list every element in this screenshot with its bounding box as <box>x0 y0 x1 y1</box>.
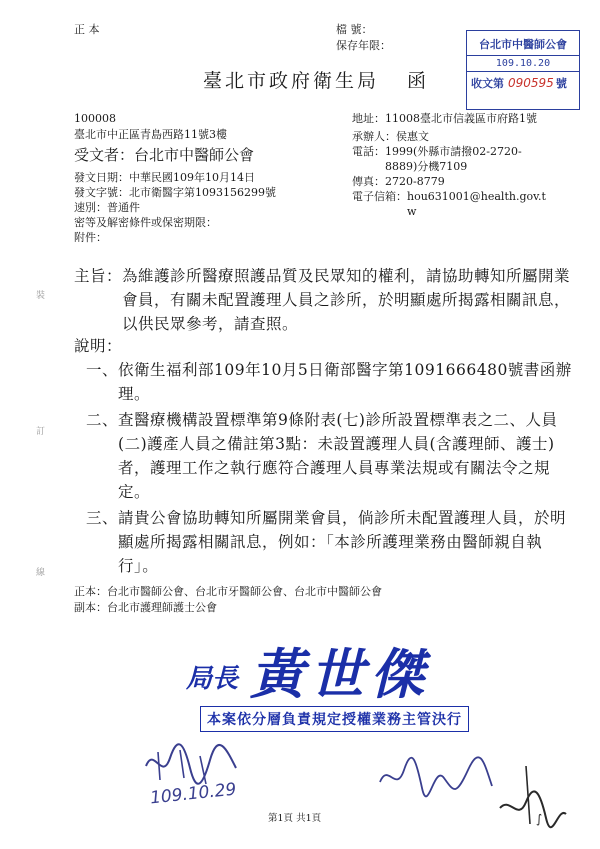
signature-title: 局長 <box>186 664 239 694</box>
binding-mark-3: 線 <box>36 568 46 578</box>
explanation-item-number: 三、 <box>86 509 119 527</box>
handler-name: 侯惠文 <box>396 130 429 143</box>
sender-zip: 100008 <box>74 112 116 125</box>
copy-type: 正 本 <box>74 23 100 36</box>
retention-label: 保存年限： <box>336 39 391 52</box>
distribution-copy <box>74 600 217 615</box>
handwritten-signature-right <box>376 752 586 834</box>
doc-no: 北市衛醫字第1093156299號 <box>129 186 276 199</box>
distribution-original <box>74 584 382 599</box>
contact-phone: 1999(外縣市請撥02-2720-8889)分機7109 <box>385 145 522 173</box>
copy-label: 副本： <box>74 601 107 614</box>
handwritten-initials: ∫ <box>536 812 543 826</box>
attachment-label: 附件： <box>74 231 107 244</box>
recipient-label: 受文者： <box>74 146 135 164</box>
speed-value: 普通件 <box>107 201 140 214</box>
explanation-list <box>86 358 574 578</box>
explanation-item <box>86 506 574 578</box>
explanation-item-text: 請貴公會協助轉知所屬開業會員，倘診所未配置護理人員，於明顯處所揭露相關訊息，例如：「本診所護理業務由醫師親自執行」。 <box>118 509 567 575</box>
explanation-item <box>86 358 574 406</box>
file-no-label: 檔 號： <box>336 23 373 36</box>
original-label: 正本： <box>74 585 107 598</box>
date-label: 發文日期： <box>74 171 129 184</box>
subject-label: 主旨： <box>74 267 123 285</box>
signature-name: 黃世傑 <box>250 643 430 706</box>
delegation-stamp: 本案依分層負責規定授權業務主管決行 <box>200 706 469 732</box>
handwritten-scribble-right-icon <box>376 752 586 834</box>
title-org: 臺北市政府衛生局 <box>203 70 380 92</box>
explanation-item-number: 一、 <box>86 361 119 379</box>
original-recipients: 台北市醫師公會、台北市牙醫師公會、台北市中醫師公會 <box>107 585 382 598</box>
explanation-item-text: 查醫療機構設置標準第9條附表(七)診所設置標準表之二、人員(二)護產人員之備註第3點：未設置護理人員(含護理師、護士)者，護理工作之執行應符合護理人員專業法規或有關法令之規定。 <box>118 411 558 501</box>
binding-mark-2: 訂 <box>36 427 46 437</box>
recipient-name: 台北市中醫師公會 <box>134 146 255 164</box>
meta-block <box>74 170 344 245</box>
issue-date: 中華民國109年10月14日 <box>129 171 255 184</box>
receipt-stamp-suffix: 號 <box>555 77 567 90</box>
handwritten-date: 109.10.29 <box>149 779 238 809</box>
speed-label: 速別： <box>74 201 107 214</box>
page-number: 第1頁 共1頁 <box>268 813 322 824</box>
sender-address: 臺北市中正區青島西路11號3樓 <box>74 128 227 141</box>
receipt-stamp-org: 台北市中醫師公會 <box>479 38 567 51</box>
contact-block <box>352 111 552 219</box>
binding-mark-1: 裝 <box>36 291 46 301</box>
contact-fax: 2720-8779 <box>385 175 445 188</box>
receipt-stamp-number: 090595 <box>508 76 554 90</box>
fax-label: 傳真： <box>352 175 385 188</box>
explanation-item <box>86 408 574 504</box>
subject-paragraph <box>74 264 574 336</box>
document-title <box>203 66 429 93</box>
receipt-stamp <box>466 30 580 110</box>
copy-recipients: 台北市護理師護士公會 <box>107 601 217 614</box>
receipt-stamp-label: 收文第 <box>471 77 504 90</box>
doc-no-label: 發文字號： <box>74 186 129 199</box>
receipt-stamp-date: 109.10.20 <box>495 58 551 69</box>
subject-text: 為維護診所醫療照護品質及民眾知的權利，請協助轉知所屬開業會員，有關未配置護理人員之診所，於明顯處所揭露相關訊息，以供民眾參考，請查照。 <box>122 267 571 333</box>
title-doc-type: 函 <box>407 70 430 92</box>
recipient-line <box>74 144 254 165</box>
contact-address: 11008臺北市信義區市府路1號 <box>385 112 537 125</box>
explanation-item-text: 依衛生福利部109年10月5日衛部醫字第1091666480號書函辦理。 <box>118 361 572 403</box>
contact-email: hou631001@health.gov.tw <box>407 190 546 218</box>
secrecy-label: 密等及解密條件或保密期限： <box>74 216 217 229</box>
phone-label: 電話： <box>352 145 385 158</box>
email-label: 電子信箱： <box>352 190 407 203</box>
explanation-label: 說明： <box>74 337 123 355</box>
address-label: 地址： <box>352 112 385 125</box>
handler-label: 承辦人： <box>352 130 396 143</box>
explanation-item-number: 二、 <box>86 411 119 429</box>
